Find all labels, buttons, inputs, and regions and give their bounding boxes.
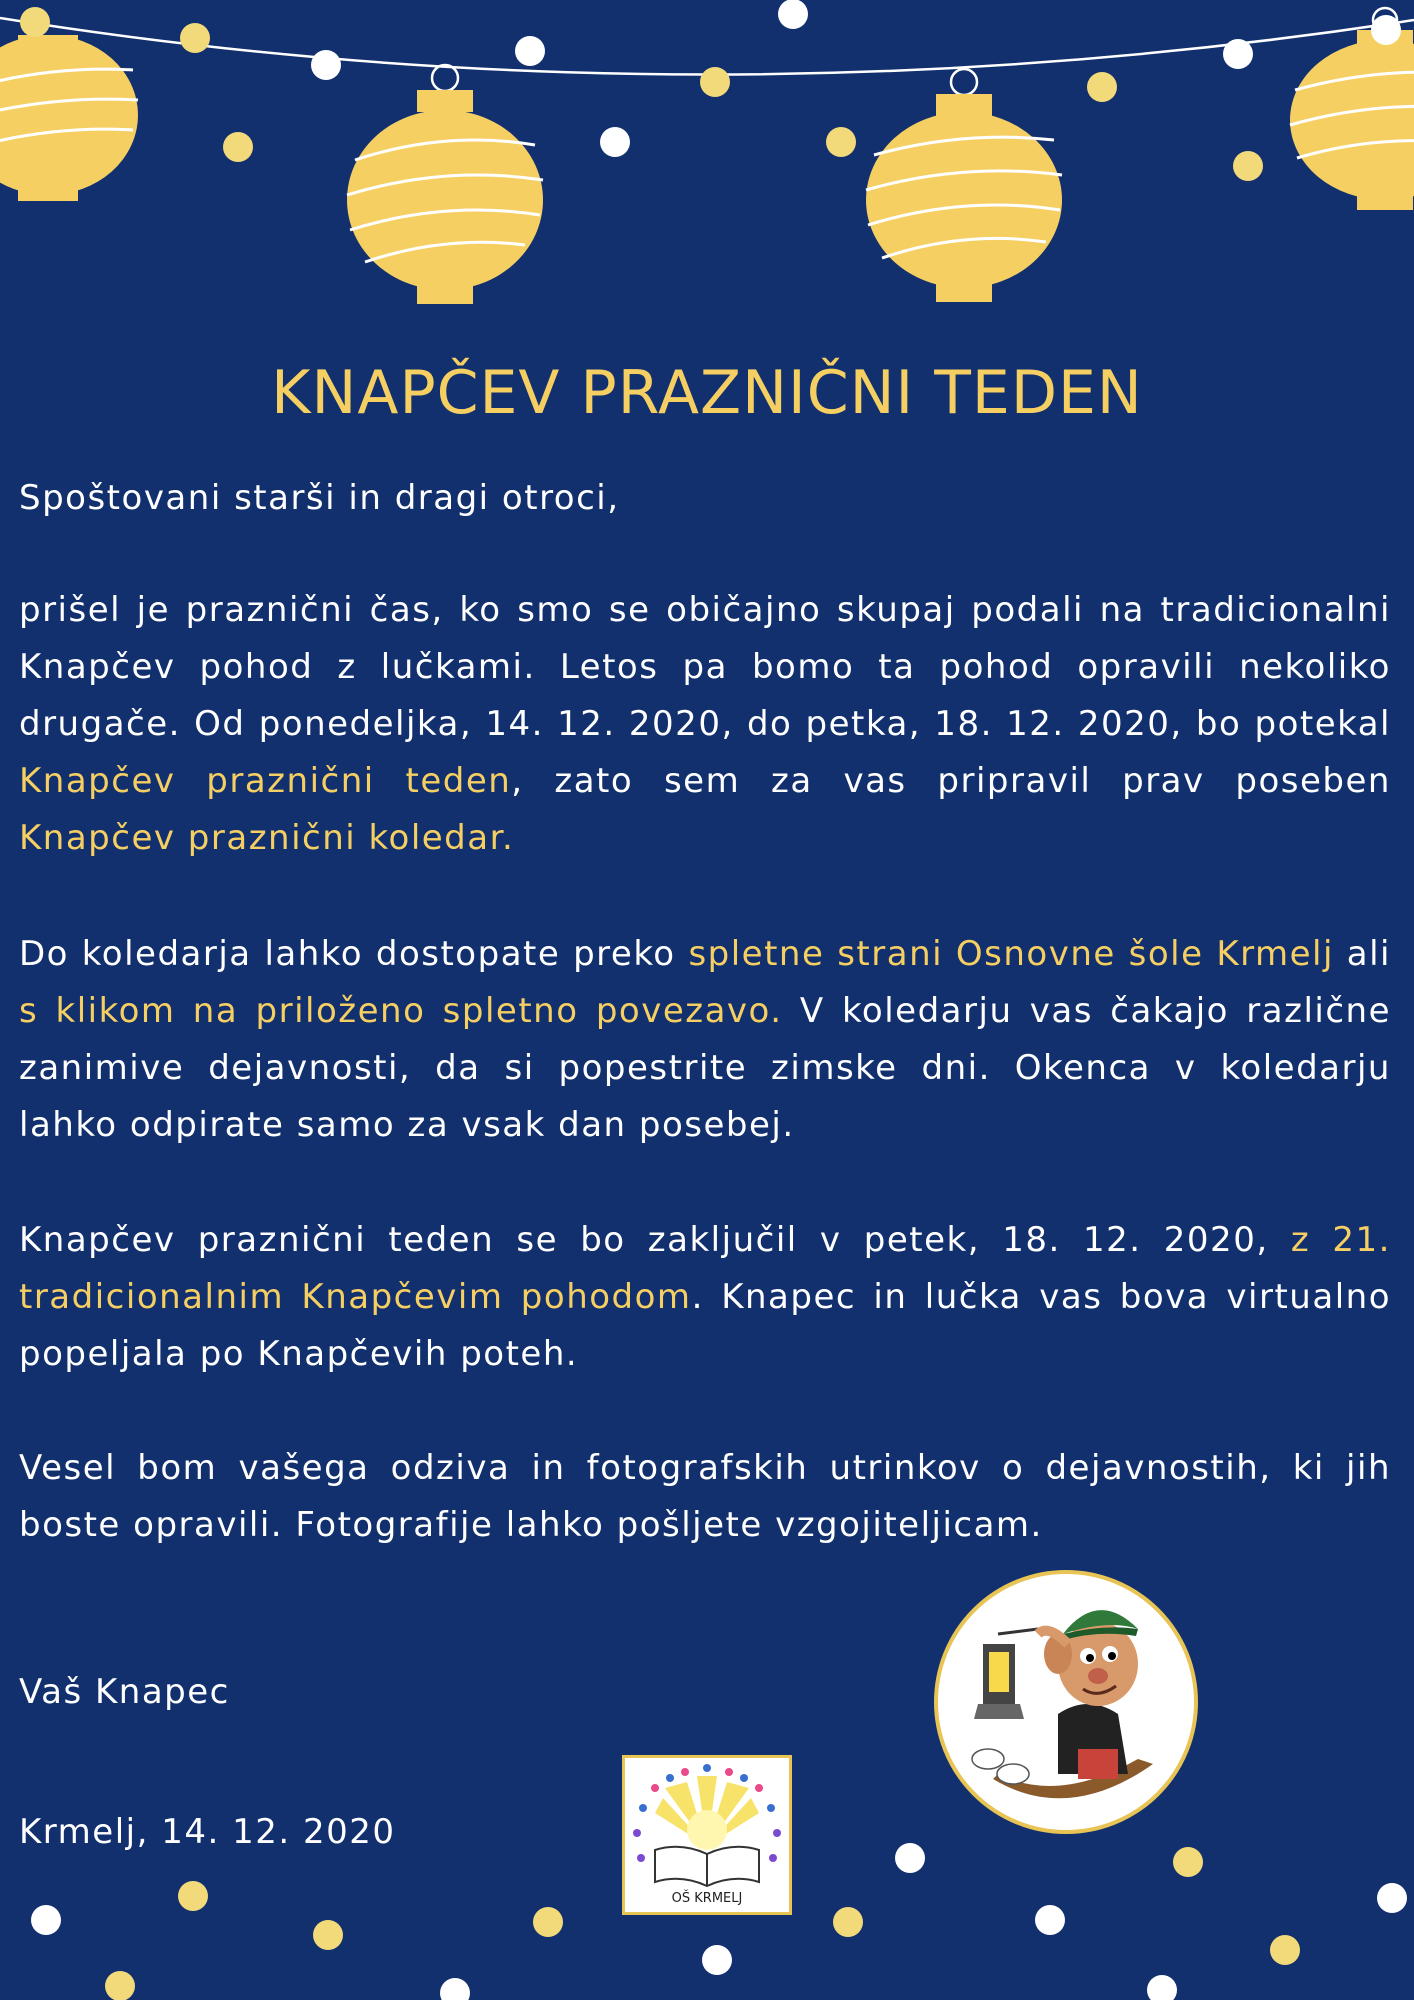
dot [20,7,50,37]
dot [180,23,210,53]
dot [1377,1883,1407,1913]
signature-text: Vaš Knapec [19,1672,230,1712]
dot [1087,72,1117,102]
school-logo-label: OŠ KRMELJ [671,1891,743,1906]
dot [313,1920,343,1950]
dot [515,36,545,66]
dot [1270,1935,1300,1965]
lantern-icon [866,69,1062,302]
closing-text: Vesel bom vašega odziva in fotografskih utrinkov o dejavnostih, ki jih boste opravili. Fotografije lahko pošljete vzgojiteljicam. [19,1448,1391,1545]
knapec-mascot [934,1570,1198,1834]
dot [1147,1975,1177,2000]
dot [440,1978,470,2000]
calendar-link[interactable]: s klikom na priloženo spletno povezavo. [19,991,783,1031]
greeting-text: Spoštovani starši in dragi otroci, [19,478,620,518]
lantern-icon [0,35,138,201]
access-text-2: ali [1333,934,1391,974]
access-text: Do koledarja lahko dostopate preko [19,934,689,974]
dot [223,132,253,162]
intro-text: prišel je praznični čas, ko smo se običajno skupaj podali na tradicionalni Knapčev pohod z lučkami. Letos pa bomo ta pohod opravili nekoliko drugače. Od ponedeljka, 14. 12. 2020, do petka, 18. 12. 2020, bo potekal [19,590,1391,744]
page-title: KNAPČEV PRAZNIČNI TEDEN [271,358,1143,429]
dot [178,1881,208,1911]
paragraph-access [19,926,1391,1154]
lantern-string [0,18,1414,75]
highlight-holiday-week: Knapčev praznični teden [19,761,512,801]
open-book-icon [625,1758,789,1912]
lantern-icon [347,65,543,304]
dot [700,67,730,97]
paragraph-closing [19,1440,1391,1554]
dot [600,127,630,157]
highlight-traditional-walk: z 21. tradicionalnim Knapčevim pohodom [19,1220,1391,1317]
miner-gnome-icon [938,1574,1194,1830]
dot [702,1945,732,1975]
dot [778,0,808,29]
dot [1035,1905,1065,1935]
dot [826,127,856,157]
ending-text-2: . Knapec in lučka vas bova virtualno popeljala po Knapčevih poteh. [19,1277,1391,1374]
school-website-link[interactable]: spletne strani Osnovne šole Krmelj [688,934,1334,974]
school-logo [622,1755,792,1915]
dot [105,1971,135,2000]
highlight-holiday-calendar: Knapčev praznični koledar. [19,818,515,858]
dot [833,1907,863,1937]
access-text-3: V koledarju vas čakajo različne zanimive dejavnosti, da si popestrite zimske dni. Okenca v koledarju lahko odpirate samo za vsak dan posebej. [19,991,1391,1145]
dot [1223,39,1253,69]
dot [1371,15,1401,45]
paragraph-intro [19,582,1391,867]
dot [1233,151,1263,181]
dot [533,1907,563,1937]
place-date-text: Krmelj, 14. 12. 2020 [19,1812,396,1852]
paragraph-ending [19,1212,1391,1383]
dot [31,1905,61,1935]
intro-text-2: , zato sem za vas pripravil prav poseben [511,761,1391,801]
ending-text: Knapčev praznični teden se bo zaključil v petek, 18. 12. 2020, [19,1220,1291,1260]
greeting [19,470,1391,527]
dot [311,50,341,80]
